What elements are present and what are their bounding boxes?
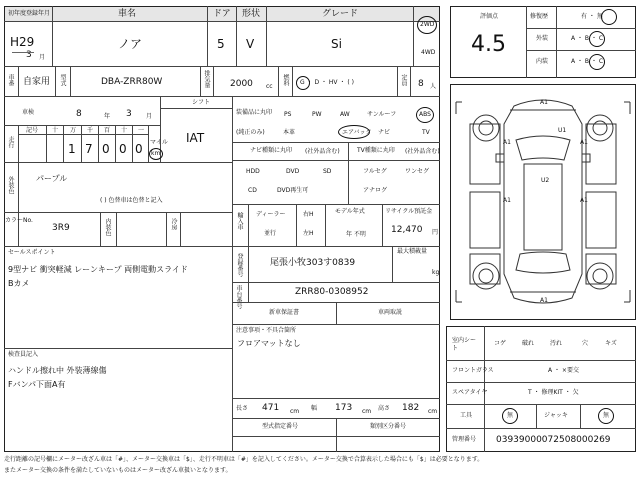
room-opt-koge: コゲ [494,340,507,347]
mileage-unit-0: 記号 [26,127,39,134]
shape: V [246,37,255,51]
width-value: 173 [335,403,353,413]
import-left: 左H [303,230,314,237]
model-year-value: 年 不明 [346,231,366,238]
height-unit: cm [428,408,438,415]
diagram-mark-front: A1 [540,99,548,106]
spare-label: スペアタイヤ [452,389,488,396]
tv-fullseg: フルセグ [363,168,387,175]
mileage-unit-3: 千 [87,127,94,134]
tv-analog: アナログ [363,187,388,194]
model-year-label: モデル年式 [335,208,365,215]
registration-value: 尾張小牧303す0839 [270,258,356,268]
diagram-mark-rear: A1 [540,297,548,304]
jack-value: 無 [603,412,610,419]
repair-label: 修復歴 [530,13,549,20]
height-value: 182 [402,403,420,413]
repair-circle [601,9,617,25]
navi-sd: SD [323,168,332,175]
ac-label: 冷房 [170,218,177,230]
sales-points-label: セールスポイント [8,249,56,256]
displacement: 2000 [230,79,253,89]
diagram-mark-rr: A1 [580,197,588,204]
reg-year-label: 初年度登録年月 [8,10,51,17]
diagram-mark-left: A1 [503,139,511,146]
exterior-label: 外装 [536,35,549,42]
tool-label: 工具 [460,412,473,419]
mileage-label: 走行 [7,136,14,148]
grade-label: グレード [322,9,359,19]
length-value: 471 [262,403,280,413]
shift-label: シフト [192,99,211,106]
equip-abs: ABS [419,111,431,118]
fuel-options: G ・ D ・ HV ・ ( ) [300,79,354,86]
inspection-year-unit: 年 [104,113,111,120]
equip-sunroof: サンルーフ [367,111,397,118]
mileage-unit-6: 一 [138,127,145,134]
max-load-label: 最大積載量 [397,248,428,255]
model: DBA-ZRR80W [101,77,163,87]
chassis-label: 車台番号 [235,285,242,309]
equip-navi: ナビ [378,129,391,136]
sales-point-line-1: 9型ナビ 衝突軽減 レーンキープ 両側電動スライド [8,265,188,274]
chassis-value: ZRR80-0308952 [295,287,369,297]
equip-pw: PW [312,111,322,118]
inspection-label: 車検 [22,109,35,116]
car-name: ノア [118,37,143,51]
disp-label: 排気量 [203,70,210,88]
inspection-month-unit: 月 [146,113,153,120]
diagram-mark-right: A1 [580,139,588,146]
model-label: 型式 [59,74,66,86]
color-label: 外装色 [7,176,14,194]
mileage-unit-4: 百 [104,127,111,134]
equipment-sub: (純正のみ) [236,129,265,136]
mgmt-no: 03939000072508000269 [496,435,611,445]
inspection-month: 3 [126,109,132,119]
doors: 5 [217,37,225,51]
mileage-unit-2: 万 [70,127,77,134]
interior-label: 内装 [536,58,549,65]
equip-tv: TV [422,129,430,136]
import-parallel: 並行 [264,230,277,237]
navi-type-sub: (社外品含む) [305,148,340,155]
navi-dvd: DVD [286,168,300,175]
import-dealer: ディーラー [256,211,286,218]
glass-label: フロントガラス [452,367,494,374]
width-unit: cm [362,408,372,415]
capacity-unit: 人 [430,83,437,90]
grade: Si [331,37,342,51]
recycle-label: リサイクル預託金 [385,208,433,215]
spare-opts: T ・ 修理KIT ・ 欠 [528,389,579,396]
reg-month: 3 [26,50,32,60]
mileage-digit-1: 7 [85,142,93,156]
color-no: 3R9 [52,223,70,233]
room-opt-hole: 穴 [582,340,589,347]
exterior-abc: A ・ B ・ C [571,35,604,42]
width-label: 幅 [311,405,318,412]
max-load-kg: kg [432,269,440,276]
repair-options: 有 ・ 無 [581,13,603,20]
navi-cd: CD [248,187,257,194]
tv-type-label: TV種類に丸印 [357,147,395,154]
tv-oneseg: ワンセグ [405,168,430,175]
room-label: 室内シート [452,337,477,352]
recycle-yen: 円 [432,229,439,236]
mileage-unit-1: 十 [52,127,59,134]
tool-value: 無 [507,412,514,419]
equip-ps: PS [284,111,292,118]
fuel-label: 燃料 [282,74,289,86]
mileage-mile: マイル [150,139,168,146]
reg-month-unit: 月 [39,54,46,61]
height-label: 高さ [378,405,391,412]
mileage-digit-0: 1 [68,142,76,156]
mileage-digit-3: 0 [119,142,127,156]
usage: 自家用 [23,77,51,87]
door-label: ドア [213,9,231,19]
mileage-digit-4: 0 [135,142,143,156]
footer-line-2: またメーター交換の条件を満たしていないものはメーター改ざん車扱いとなります。 [4,467,232,474]
car-name-label: 車名 [118,9,137,19]
navi-type-label: ナビ種類に丸印 [250,147,293,154]
plate-label: 車番 [7,74,14,86]
warranty-label: 新車保証書 [269,309,300,316]
inspection-year: 8 [76,109,82,119]
recycle-value: 12,470 [391,225,423,235]
capacity: 8 [418,79,424,89]
notes-value: フロアマットなし [237,339,301,348]
navi-hdd: HDD [246,168,260,175]
notes-label: 注意事項・不具合箇所 [236,327,297,334]
inspector-line-1: ハンドル擦れ中 外装薄線傷 [8,366,107,375]
reg-era-year: H29 [10,35,35,49]
equip-airbag: エアバック [342,129,372,136]
color-note: ( ) 色替車は色替と記入 [100,197,163,204]
inspector-label: 検査員記入 [8,351,39,358]
mileage-km: km [151,150,161,157]
cc-unit: cc [266,83,273,90]
equip-leather: 本革 [283,129,296,136]
class-label: 類別区分番号 [370,423,407,430]
color-value: パープル [36,174,68,183]
equipment-label: 装備品に丸印 [236,109,273,116]
tv-type-sub: (社外品含む) [405,148,440,155]
score-label: 評価点 [480,13,499,20]
import-right: 右H [303,211,314,218]
color-no-label: カラーNo. [5,217,33,224]
length-unit: cm [290,408,300,415]
equip-aw: AW [340,111,350,118]
shift: IAT [186,131,205,145]
shape-label: 形状 [242,9,261,19]
sales-point-line-2: Bカメ [8,279,30,288]
mileage-digit-2: 0 [102,142,110,156]
inspector-line-2: Fバンパ下面A有 [8,380,66,389]
navi-dvd-play: DVD再生可 [277,187,309,194]
glass-opts: A ・ ×要交 [548,367,579,374]
footer-line-1: 走行距離の記号欄にメーター改ざん車は「#」、メーター交換車は「$」、走行不明車は「#」を記入してください。メーター交換で合算表示した場合にも「$」は必要となります。 [4,456,484,463]
diagram-mark-u1: U1 [558,127,567,134]
score-value: 4.5 [471,32,506,57]
room-opt-scratch: キズ [605,340,617,347]
capacity-label: 定員 [400,74,407,86]
diagram-mark-u2: U2 [541,177,550,184]
car-diagram [450,84,636,320]
diagram-mark-rl: A1 [503,197,511,204]
room-opt-dirt: 汚れ [550,340,563,347]
drive-2wd: 2WD [420,21,435,28]
type-spec-label: 型式指定番号 [262,423,299,430]
manual-label: 車両取説 [378,309,403,316]
jack-label: ジャッキ [544,412,568,419]
room-opt-tear: 破れ [522,340,535,347]
drive-4wd: 4WD [421,49,436,56]
length-label: 長さ [236,405,249,412]
mileage-unit-5: 十 [121,127,128,134]
interior-abc: A ・ B ・ C [571,58,604,65]
interior-color-label: 内装色 [104,218,111,236]
mgmt-label: 管理番号 [452,436,477,443]
import-label: 輸入車 [236,212,243,230]
registration-label: 登録番号 [236,253,243,277]
